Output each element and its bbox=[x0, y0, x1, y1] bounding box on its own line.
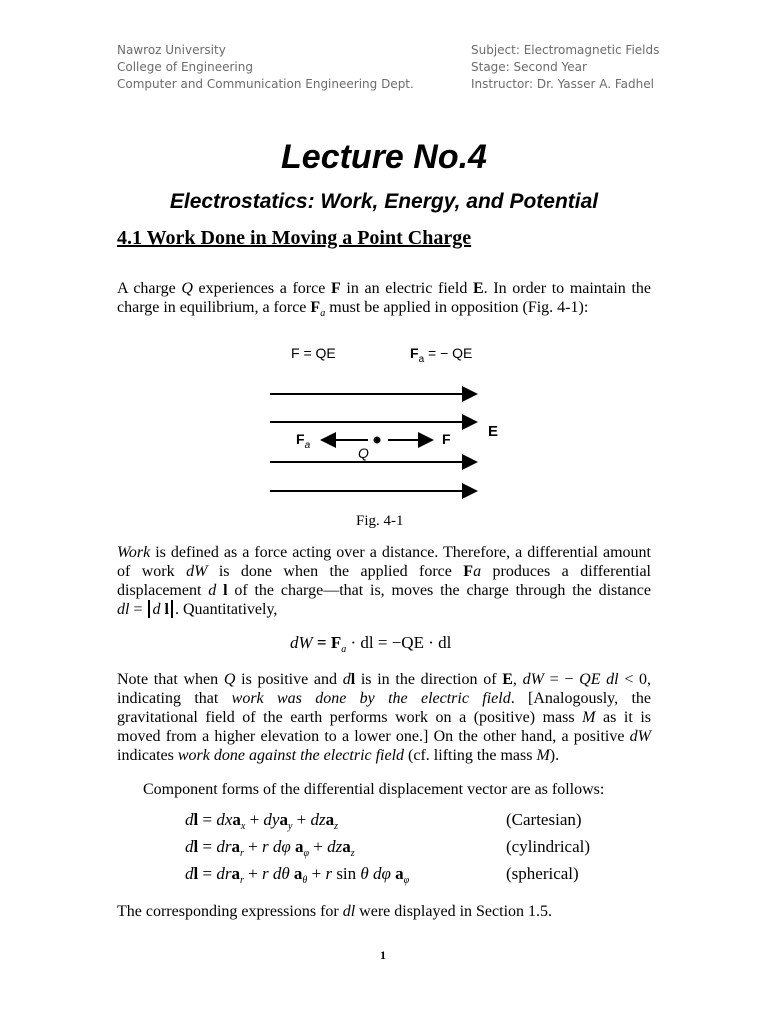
force-label: F = QE bbox=[291, 345, 336, 361]
page-subtitle: Electrostatics: Work, Energy, and Potential bbox=[169, 190, 599, 213]
sign-note-paragraph: Note that when Q is positive and dl is in the direction of E, dW = − QE dl < 0, indicating that work was done by the electric field. [Analogously, the gravitational field of the earth performs work on a (positive) mass M as it is moved from a higher elevation to a lower one.] On the other hand, a positive dW indicates work done against the electric field (cf. lifting the mass M). bbox=[117, 671, 652, 764]
figure-4-1 bbox=[260, 340, 510, 510]
work-definition-paragraph: Work is defined as a force acting over a distance. Therefore, a differential amount of work dW is done when the applied force Fa produces a differential displacement d l of the charge—that is, moves the charge through the distance dl = d l . Quantitatively, bbox=[117, 544, 651, 618]
spherical-equation: dl = dra$_r$ + r dθ $a_\theta + r$ sin θ dφ $a_\varphi$ bbox=[185, 864, 410, 886]
point-charge bbox=[374, 437, 381, 444]
component-intro: Component forms of the differential displacement vector are as follows: bbox=[143, 781, 605, 798]
cartesian-equation: dl = dxa$_x$ + dya$_y$ + dza$_z$ bbox=[185, 810, 339, 832]
spherical-label: (spherical) bbox=[506, 864, 579, 883]
cylindrical-equation: dl = dra$_r$ + r dφ $a_\varphi + dza_z$ bbox=[185, 837, 355, 859]
header-right bbox=[471, 42, 659, 93]
applied-force-label: $F_a$ = − QE bbox=[410, 345, 473, 365]
right-arrow-label: F bbox=[442, 431, 451, 447]
charge-label: Q bbox=[358, 445, 369, 461]
intro-paragraph: A charge Q experiences a force F in an electric field E. In order to maintain the charge in equilibrium, a force $F_a$ must be applied in opposition (Fig. 4-1): bbox=[117, 280, 651, 319]
left-arrow-label: $F_a$ bbox=[296, 431, 311, 451]
section-heading: 4.1 Work Done in Moving a Point Charge bbox=[117, 227, 472, 249]
work-equation: dW = $F_a$ · dl = −QE · dl bbox=[290, 633, 452, 655]
college-name: College of Engineering bbox=[117, 60, 253, 74]
page-title: Lecture No.4 bbox=[281, 138, 487, 176]
instructor-line: Instructor: Dr. Yasser A. Fadhel bbox=[471, 77, 654, 91]
figure-caption: Fig. 4-1 bbox=[356, 513, 404, 529]
subject-line: Subject: Electromagnetic Fields bbox=[471, 43, 660, 57]
cartesian-label: (Cartesian) bbox=[506, 810, 582, 829]
department-name: Computer and Communication Engineering Dept. bbox=[117, 77, 414, 91]
university-name: Nawroz University bbox=[117, 43, 226, 57]
stage-line: Stage: Second Year bbox=[471, 60, 587, 74]
header-left bbox=[117, 42, 414, 93]
field-label: E bbox=[488, 423, 499, 440]
closing-paragraph: The corresponding expressions for dl were displayed in Section 1.5. bbox=[117, 903, 553, 920]
field-lines-diagram bbox=[260, 340, 510, 510]
page-number: 1 bbox=[380, 948, 386, 962]
cylindrical-label: (cylindrical) bbox=[506, 837, 591, 856]
